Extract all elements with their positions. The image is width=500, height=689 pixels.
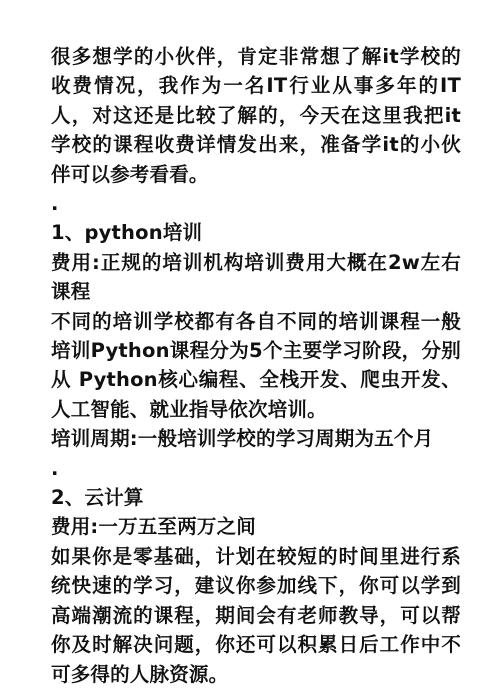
article-body <box>51 42 461 689</box>
separator-dot: . <box>51 456 59 480</box>
intro-paragraph: 很多想学的小伙伴，肯定非常想了解it学校的收费情况，我作为一名IT行业从事多年的IT人，对这还是比较了解的，今天在这里我把it学校的课程收费详情发出来，准备学it的小伙伴可以参考看看。 <box>51 45 461 186</box>
separator-dot: . <box>51 192 59 216</box>
section-2-heading: 2、云计算 <box>51 486 144 510</box>
section-1-fee: 费用:正规的培训机构培训费用大概在2w左右课程 <box>51 250 461 304</box>
section-1-period: 培训周期:一般培训学校的学习周期为五个月 <box>51 427 434 451</box>
section-1-heading: 1、python培训 <box>51 221 203 245</box>
section-2-description: 如果你是零基础，计划在较短的时间里进行系统快速的学习，建议你参加线下，你可以学到高端潮流的课程，期间会有老师教导，可以帮你及时解决问题，你还可以积累日后工作中不可多得的人脉资源。 <box>51 544 461 686</box>
section-1-description: 不同的培训学校都有各自不同的培训课程一般培训Python课程分为5个主要学习阶段，分别从 Python核心编程、全栈开发、爬虫开发、人工智能、就业指导依次培训。 <box>51 309 461 421</box>
section-2-fee: 费用:一万五至两万之间 <box>51 515 256 539</box>
